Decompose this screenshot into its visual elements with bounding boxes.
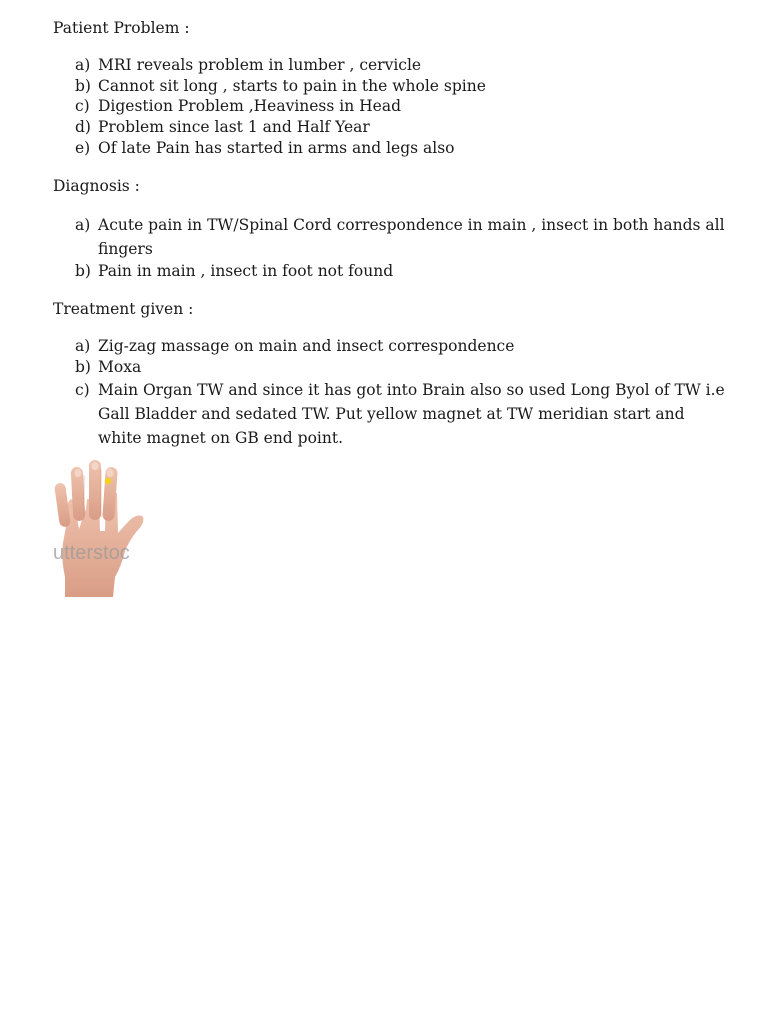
list-item (75, 336, 728, 357)
list-marker: a) (75, 336, 91, 355)
treatment-list (53, 336, 728, 450)
list-marker: e) (75, 138, 91, 157)
list-item-text: Moxa (98, 357, 142, 376)
list-item (75, 261, 728, 282)
list-item (75, 213, 728, 261)
spacer (53, 197, 728, 213)
list-marker: b) (75, 357, 91, 376)
spacer (53, 320, 728, 336)
section-heading-patient-problem: Patient Problem : (53, 19, 190, 37)
list-item (75, 76, 728, 97)
list-item-text: Of late Pain has started in arms and legs also (98, 138, 455, 157)
document-page (53, 17, 728, 450)
list-item-text: Pain in main , insect in foot not found (98, 261, 394, 280)
list-item-text: MRI reveals problem in lumber , cervicle (98, 56, 422, 74)
list-item (75, 96, 728, 117)
list-item-text: Zig-zag massage on main and insect correspondence (98, 336, 515, 355)
list-item-text: Cannot sit long , starts to pain in the whole spine (98, 76, 486, 95)
list-marker: c) (75, 97, 90, 116)
list-marker: d) (75, 118, 91, 137)
list-item-text: Main Organ TW and since it has got into Brain also so used Long Byol of TW i.e Gall Bladder and sedated TW. Put yellow magnet at TW meridian start and white magnet on GB end point. (98, 380, 725, 447)
section-heading-treatment-given: Treatment given : (53, 299, 194, 318)
list-item (75, 55, 728, 76)
yellow-magnet-marker (105, 478, 111, 484)
diagnosis-list (53, 213, 728, 282)
hand-image (53, 459, 153, 597)
list-item (75, 117, 728, 138)
list-item-text: Acute pain in TW/Spinal Cord correspondence in main , insect in both hands all fingers (98, 215, 725, 258)
spacer (53, 159, 728, 175)
list-marker: c) (75, 380, 90, 399)
list-item-text: Problem since last 1 and Half Year (98, 118, 370, 137)
spacer (53, 282, 728, 298)
list-item (75, 357, 728, 378)
list-item (75, 378, 728, 450)
list-marker: b) (75, 76, 91, 95)
patient-problem-list (53, 55, 728, 159)
list-item (75, 138, 728, 159)
hand-illustration (53, 459, 153, 597)
spacer (53, 39, 728, 55)
list-marker: a) (75, 56, 91, 74)
image-watermark: utterstoc (53, 542, 130, 564)
list-item-text: Digestion Problem ,Heaviness in Head (98, 97, 401, 116)
section-heading-diagnosis: Diagnosis : (53, 176, 140, 195)
list-marker: b) (75, 261, 91, 280)
list-marker: a) (75, 215, 91, 234)
